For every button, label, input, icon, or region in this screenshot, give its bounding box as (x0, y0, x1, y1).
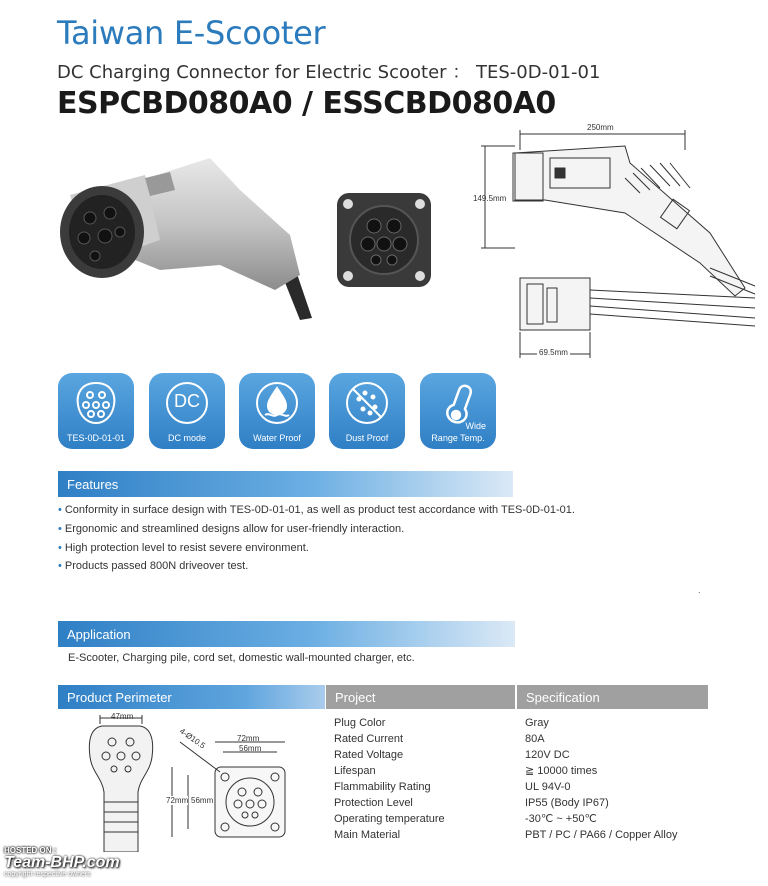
icon-label: TES-0D-01-01 (66, 433, 126, 443)
list-item: • Products passed 800N driveover test. (58, 560, 249, 573)
perimeter-drawing (60, 712, 325, 852)
application-text: E-Scooter, Charging pile, cord set, domestic wall-mounted charger, etc. (68, 652, 415, 664)
pin-layout-icon (58, 373, 134, 449)
flange-inner-label: 56mm (239, 744, 262, 753)
table-row-project: Rated Current (334, 733, 404, 745)
perimeter-heading-bar (58, 685, 325, 709)
socket-photo (334, 190, 434, 290)
project-column-header: Project (326, 685, 515, 709)
table-row-project: Main Material (334, 829, 401, 841)
watermark-logo: Team-BHP.com (4, 854, 120, 871)
list-item: • Ergonomic and streamlined designs allow for user-friendly interaction. (58, 522, 405, 535)
water-drop-icon (239, 373, 315, 449)
dc-icon (149, 373, 225, 449)
features-heading: Features (67, 477, 119, 492)
icon-label-line1: Wide (465, 421, 486, 431)
dimension-label-depth: 69.5mm (539, 348, 568, 357)
table-row-spec: IP55 (Body IP67) (525, 797, 609, 809)
table-row-spec: ≧ 10000 times (525, 765, 598, 777)
table-row-spec: -30℃ ~ +50℃ (525, 813, 597, 825)
application-heading-bar (58, 621, 515, 647)
table-row-spec: 120V DC (525, 749, 570, 761)
specification-column (525, 715, 677, 843)
project-column (334, 715, 445, 843)
table-row-spec: UL 94V-0 (525, 781, 571, 793)
page-subtitle: DC Charging Connector for Electric Scooter ： TES-0D-01-01 (57, 62, 601, 83)
flange-height-outer-label: 72mm (166, 796, 189, 805)
technical-drawing (455, 118, 760, 368)
hole-spec-label: 4-Ø10.5 (178, 726, 207, 751)
team-bhp-watermark (4, 846, 194, 882)
dimension-label-width: 250mm (587, 123, 614, 132)
flange-height-inner-label: 56mm (191, 796, 214, 805)
list-item: • High protection level to resist severe environment. (58, 541, 309, 554)
connector-photo (50, 150, 320, 330)
flange-outer-label: 72mm (237, 734, 260, 743)
table-row-project: Operating temperature (334, 813, 445, 825)
icon-label: DC mode (167, 433, 206, 443)
watermark-line1: HOSTED ON : (4, 846, 57, 855)
icon-label: Dust Proof (345, 433, 389, 443)
specification-column-header: Specification (517, 685, 708, 709)
table-row-spec: 80A (525, 733, 545, 745)
features-list (58, 501, 575, 576)
plug-width-label: 47mm (111, 712, 134, 721)
table-row-project: Plug Color (334, 717, 386, 729)
table-row-project: Protection Level (334, 797, 413, 809)
stray-mark: . (698, 585, 701, 595)
watermark-line3: copyright respective owners (4, 871, 91, 878)
perimeter-heading: Product Perimeter (67, 690, 172, 705)
table-row-project: Flammability Rating (334, 781, 431, 793)
features-heading-bar (58, 471, 513, 497)
list-item: • Conformity in surface design with TES-0D-01-01, as well as product test accordance with TES-0D-01-01. (58, 504, 575, 516)
dc-glyph: DC (174, 391, 200, 411)
application-heading: Application (67, 627, 131, 642)
dimension-label-height: 149.5mm (473, 194, 507, 203)
page-title: Taiwan E-Scooter (57, 14, 326, 52)
table-row-spec: PBT / PC / PA66 / Copper Alloy (525, 829, 678, 841)
icon-label: Range Temp. (431, 433, 485, 443)
model-number: ESPCBD080A0 / ESSCBD080A0 (57, 86, 556, 121)
table-row-project: Lifespan (334, 765, 376, 777)
table-row-project: Rated Voltage (334, 749, 404, 761)
table-row-spec: Gray (525, 717, 549, 729)
icon-label: Water Proof (253, 433, 301, 443)
dust-icon (329, 373, 405, 449)
thermometer-icon (420, 373, 496, 449)
